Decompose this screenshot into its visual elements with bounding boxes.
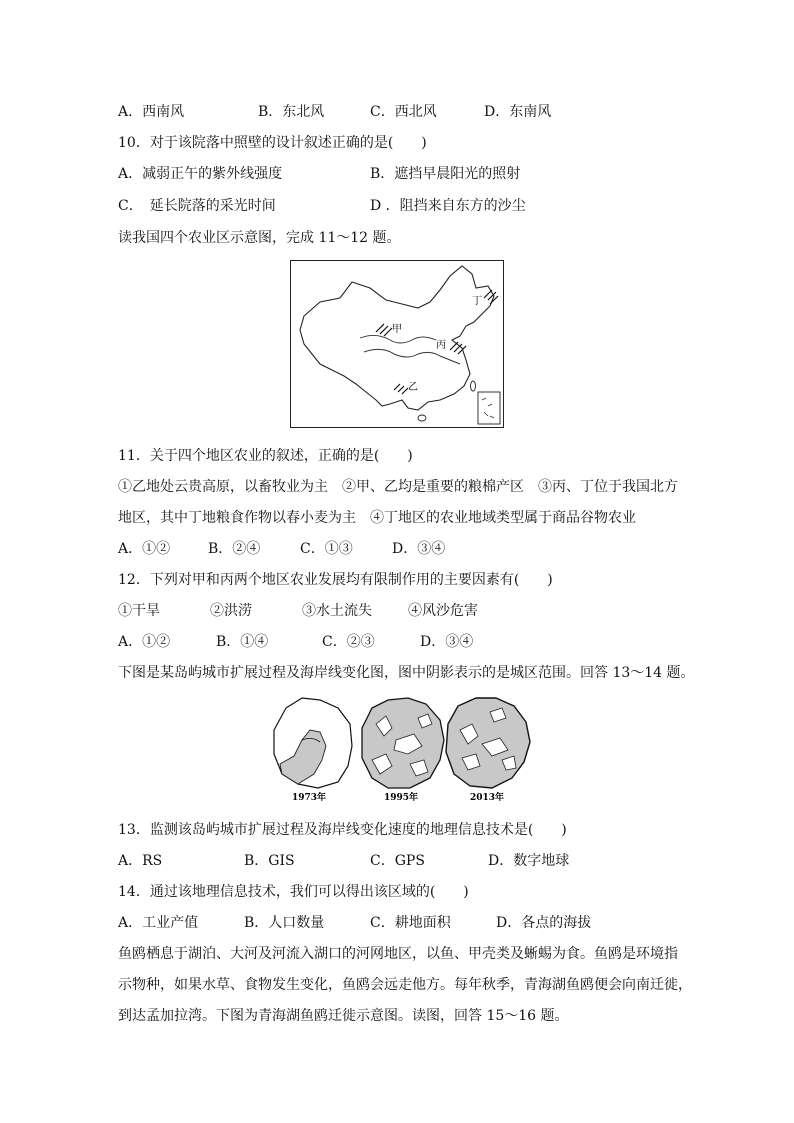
island-expansion-maps: [268, 694, 536, 806]
island-2013: [446, 698, 530, 788]
q14-option-b[interactable]: B．人口数量: [244, 915, 325, 931]
q9-option-c[interactable]: C．西北风: [370, 104, 437, 120]
q12-option-d[interactable]: D．③④: [420, 634, 474, 650]
q10-option-c[interactable]: C． 延长院落的采光时间: [118, 198, 276, 214]
island-1995: [362, 698, 444, 788]
q12-item-1: ①干旱: [118, 603, 160, 619]
q12-item-3: ③水土流失: [302, 603, 372, 619]
china-agriculture-map: [290, 260, 504, 428]
q11-option-a[interactable]: A．①②: [118, 541, 171, 557]
year-label-1995: 1995年: [384, 793, 419, 803]
q9-option-b[interactable]: B．东北风: [258, 104, 325, 120]
q12-stem: 12．下列对甲和丙两个地区农业发展均有限制作用的主要因素有( ): [118, 572, 553, 588]
q10-option-b[interactable]: B．遮挡早晨阳光的照射: [370, 166, 521, 182]
q9-option-d[interactable]: D．东南风: [484, 104, 552, 120]
q11-statement-line2: 地区，其中丁地粮食作物以春小麦为主 ④丁地区的农业地域类型属于商品谷物农业: [118, 510, 636, 526]
q10-option-d[interactable]: D ．阻挡来自东方的沙尘: [370, 198, 526, 214]
q14-option-d[interactable]: D．各点的海拔: [496, 915, 592, 931]
label-yi: 乙: [408, 382, 418, 393]
q13-option-d[interactable]: D．数字地球: [488, 853, 570, 869]
intro-13-14: 下图是某岛屿城市扩展过程及海岸线变化图，图中阴影表示的是城区范围。回答 13～14 题。: [118, 665, 695, 681]
label-jia: 甲: [392, 324, 402, 335]
q12-option-c[interactable]: C．②③: [322, 634, 375, 650]
q11-option-c[interactable]: C．①③: [300, 541, 353, 557]
q11-option-d[interactable]: D．③④: [392, 541, 446, 557]
q14-option-c[interactable]: C．耕地面积: [370, 915, 451, 931]
q13-option-c[interactable]: C．GPS: [370, 853, 425, 869]
q12-option-a[interactable]: A．①②: [118, 634, 171, 650]
intro-11-12: 读我国四个农业区示意图，完成 11～12 题。: [118, 230, 401, 246]
island-1973: [274, 698, 352, 788]
q12-item-2: ②洪涝: [210, 603, 252, 619]
passage-15-line2: 示物种，如果水草、食物发生变化，鱼鸥会远走他方。每年秋季，青海湖鱼鸥便会向南迁徙，: [118, 977, 692, 993]
label-ding: 丁: [472, 296, 482, 307]
year-label-2013: 2013年: [470, 793, 505, 803]
q11-stem: 11．关于四个地区农业的叙述，正确的是( ): [118, 448, 413, 464]
q13-option-b[interactable]: B．GIS: [244, 853, 295, 869]
q10-option-a[interactable]: A．减弱正午的紫外线强度: [118, 166, 283, 182]
label-bing: 丙: [436, 340, 446, 351]
year-label-1973: 1973年: [292, 793, 327, 803]
q9-option-a[interactable]: A．西南风: [118, 104, 185, 120]
q13-option-a[interactable]: A．RS: [118, 853, 163, 869]
q10-stem: 10．对于该院落中照壁的设计叙述正确的是( ): [118, 135, 427, 151]
q14-option-a[interactable]: A．工业产值: [118, 915, 199, 931]
passage-15-line3: 到达孟加拉湾。下图为青海湖鱼鸥迁徙示意图。读图，回答 15～16 题。: [118, 1008, 569, 1024]
q11-statement-line1: ①乙地处云贵高原，以畜牧业为主 ②甲、乙均是重要的粮棉产区 ③丙、丁位于我国北方: [118, 479, 678, 495]
q12-item-4: ④风沙危害: [408, 603, 478, 619]
q12-option-b[interactable]: B．①④: [216, 634, 269, 650]
q13-stem: 13．监测该岛屿城市扩展过程及海岸线变化速度的地理信息技术是( ): [118, 822, 567, 838]
q14-stem: 14．通过该地理信息技术，我们可以得出该区域的( ): [118, 884, 469, 900]
passage-15-line1: 鱼鸥栖息于湖泊、大河及河流入湖口的河网地区，以鱼、甲壳类及蜥蜴为食。鱼鸥是环境指: [118, 946, 678, 962]
q11-option-b[interactable]: B．②④: [208, 541, 261, 557]
